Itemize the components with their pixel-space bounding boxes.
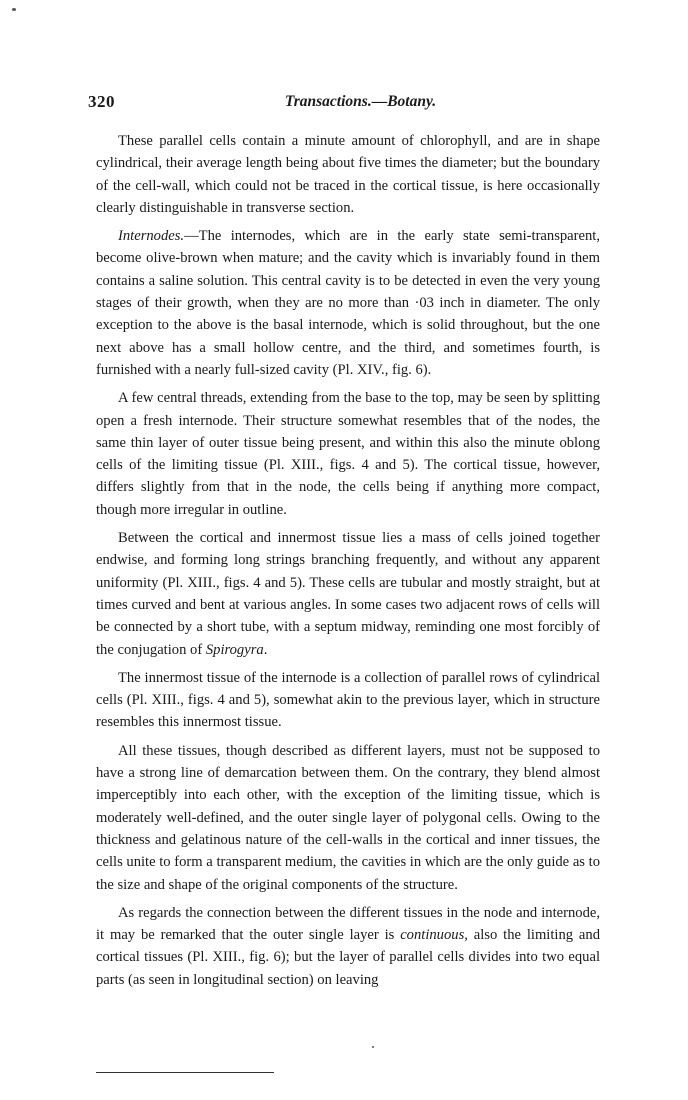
scan-speck: [12, 8, 16, 11]
scan-speck: [372, 1046, 374, 1048]
paragraph-innermost-tissue: [96, 667, 600, 734]
paragraph-text: A few central threads, extending from the base to the top, may be seen by splitting open a fresh internode. Their structure somewhat resembles that of the nodes, the same thin layer of outer tissue being present, and within this also the minute oblong cells of the limiting tissue (Pl. XIII., figs. 4 and 5). The cortical tissue, however, differs slightly from that in the node, the cells being if anything more compact, though more irregular in outline.: [96, 390, 600, 518]
paragraph-node-connection: [96, 902, 600, 991]
paragraph-text: All these tissues, though described as different layers, must not be supposed to have a strong line of demarcation between them. On the contrary, they blend almost imperceptibly into each other, with the exception of the limiting tissue, which is moderately well-defined, and the outer single layer of polygonal cells. Owing to the thickness and gelatinous nature of the cell-walls in the cortical and inner tissues, the cells unite to form a transparent medium, the cavities in which are the only guide as to the size and shape of the original components of the structure.: [96, 742, 600, 893]
italic-term-continuous: continuous: [400, 927, 465, 944]
paragraph-text: These parallel cells contain a minute amount of chlorophyll, and are in shape cylindrical, their average length being about five times the diameter; but the boundary of the cell-wall, which could not be traced in the cortical tissue, is here occasionally clearly distinguishable in transverse section.: [96, 133, 600, 216]
paragraph-tail: .: [263, 641, 268, 658]
running-title: Transactions.—Botany.: [284, 93, 437, 110]
footnote-rule: [96, 1072, 274, 1073]
paragraph-text: As regards the connection between the different tissues in the node and internode, it may be remarked that the outer single layer is: [96, 904, 600, 944]
paragraph-text: —The internodes, which are in the early state semi-transparent, become olive-brown when mature; and the cavity which is invariably found in them contains a saline solution. This central cavity is to be detected in even the very young stages of their growth, when they are no more than ·03 inch in diameter. The only exception to the above is the basal internode, which is solid throughout, but the one next above has a small hollow centre, and the third, and sometimes fourth, is furnished with a nearly full-sized cavity (Pl. XIV., fig. 6).: [96, 228, 600, 378]
paragraph-text: The innermost tissue of the internode is a collection of parallel rows of cylindrical cells (Pl. XIII., figs. 4 and 5), somewhat akin to the previous layer, which in structure resembles this innermost tissue.: [96, 669, 600, 731]
paragraph-cells-description: [96, 130, 600, 219]
paragraph-tail: , also the limiting and cortical tissues (Pl. XIII., fig. 6); but the layer of parallel cells divides into two equal parts (as seen in longitudinal section) on leaving: [96, 927, 600, 988]
paragraph-internodes: [96, 225, 600, 381]
paragraph-central-threads: [96, 387, 600, 521]
page-header: [88, 92, 633, 116]
paragraph-cortical-innermost: [96, 527, 600, 661]
paragraph-text: Between the cortical and innermost tissue lies a mass of cells joined together endwise, and forming long strings branching frequently, and without any apparent uniformity (Pl. XIII., figs. 4 and 5). These cells are tubular and mostly straight, but at times curved and bent at various angles. In some cases two adjacent rows of cells will be connected by a short tube, with a septum midway, reminding one most forcibly of the conjugation of: [96, 530, 600, 658]
body-text: [96, 130, 600, 991]
section-lead-internodes: Internodes.: [118, 228, 185, 245]
paragraph-tissue-layers: [96, 740, 600, 896]
page-number: 320: [88, 92, 115, 111]
italic-term-spirogyra: Spirogyra: [205, 641, 264, 658]
